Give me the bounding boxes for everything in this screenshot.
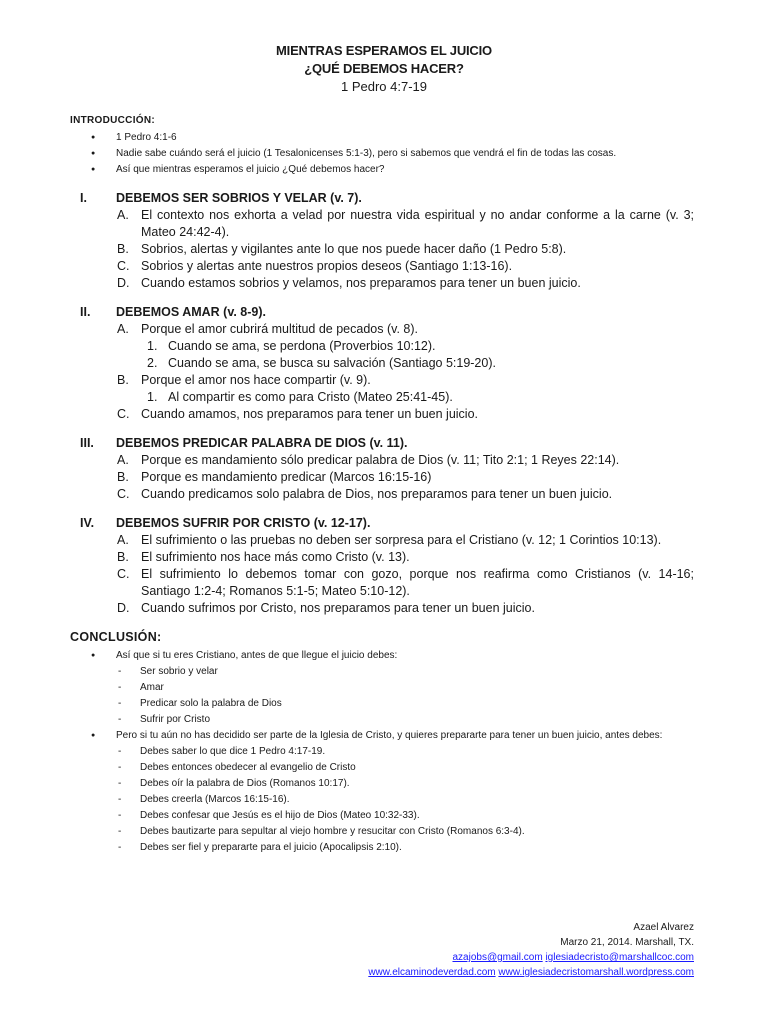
outline-number: 2.	[147, 356, 158, 370]
outline-letter: C.	[117, 407, 130, 421]
outline-text: Sobrios y alertas ante nuestros propios deseos (Santiago 1:13-16).	[141, 259, 513, 273]
dash-item: - Predicar solo la palabra de Dios	[116, 696, 694, 712]
section-heading	[70, 190, 694, 207]
dash-list	[116, 744, 694, 856]
conclusion-list	[70, 648, 694, 856]
website-link[interactable]: www.iglesiadecristomarshall.wordpress.com	[498, 967, 694, 978]
section-numeral: I.	[80, 191, 87, 205]
dash-item: - Amar	[116, 680, 694, 696]
section-2	[70, 304, 694, 423]
introduction-label: INTRODUCCIÓN:	[70, 115, 156, 126]
outline-text: Al compartir es como para Cristo (Mateo 25:41-45).	[168, 390, 453, 404]
email-link[interactable]: azajobs@gmail.com	[452, 952, 543, 963]
outline-letter: D.	[117, 601, 130, 615]
dash-item: - Debes bautizarte para sepultar al viejo hombre y resucitar con Cristo (Romanos 6:3-4).	[116, 824, 694, 840]
dash-item: - Debes confesar que Jesús es el hijo de Dios (Mateo 10:32-33).	[116, 808, 694, 824]
website-link[interactable]: www.elcaminodeverdad.com	[368, 967, 496, 978]
outline-item	[70, 532, 694, 549]
outline-item	[70, 207, 694, 241]
section-numeral: II.	[80, 305, 91, 319]
dash-list	[116, 664, 694, 728]
outline-text: Sobrios, alertas y vigilantes ante lo que nos puede hacer daño (1 Pedro 5:8).	[141, 242, 567, 256]
scripture-reference: 1 Pedro 4:7-19	[340, 79, 427, 94]
outline-text: Porque el amor cubrirá multitud de pecados (v. 8).	[141, 322, 418, 336]
outline-subitem	[70, 389, 694, 406]
document-body	[70, 114, 694, 856]
outline-number: 1.	[147, 339, 158, 353]
outline-item	[70, 549, 694, 566]
outline-text: Porque el amor nos hace compartir (v. 9).	[141, 373, 371, 387]
outline-letter: D.	[117, 276, 130, 290]
conclusion	[70, 629, 694, 856]
section-heading	[70, 304, 694, 321]
document-header	[0, 42, 768, 96]
outline-item	[70, 566, 694, 600]
outline-letter: A.	[117, 322, 129, 336]
outline-letter: B.	[117, 470, 129, 484]
page-title: MIENTRAS ESPERAMOS EL JUICIO	[276, 43, 492, 58]
website-line	[368, 965, 694, 980]
section-title: DEBEMOS PREDICAR PALABRA DE DIOS (v. 11).	[116, 436, 408, 450]
dash-item: - Debes entonces obedecer al evangelio de Cristo	[116, 760, 694, 776]
section-title: DEBEMOS SER SOBRIOS Y VELAR (v. 7).	[116, 191, 362, 205]
section-title: DEBEMOS AMAR (v. 8-9).	[116, 305, 267, 319]
outline-letter: B.	[117, 373, 129, 387]
outline-subitem	[70, 355, 694, 372]
outline-letter: A.	[117, 208, 129, 222]
dash-item: - Debes saber lo que dice 1 Pedro 4:17-19.	[116, 744, 694, 760]
list-item-text: Pero si tu aún no has decidido ser parte de la Iglesia de Cristo, y quieres prepararte para tener un buen juicio, antes debes:	[116, 730, 663, 741]
dash-item: - Debes ser fiel y prepararte para el juicio (Apocalipsis 2:10).	[116, 840, 694, 856]
outline-item	[70, 258, 694, 275]
outline-letter: B.	[117, 242, 129, 256]
list-item	[70, 648, 694, 728]
email-line	[368, 950, 694, 965]
outline-number: 1.	[147, 390, 158, 404]
list-item: ● Así que mientras esperamos el juicio ¿Qué debemos hacer?	[70, 162, 694, 178]
introduction-list	[70, 130, 694, 178]
list-item	[70, 728, 694, 856]
outline-text: El sufrimiento o las pruebas no deben ser sorpresa para el Cristiano (v. 12; 1 Corintios 10:13).	[141, 533, 662, 547]
section-1	[70, 190, 694, 292]
list-item: ● Nadie sabe cuándo será el juicio (1 Tesalonicenses 5:1-3), pero si sabemos que vendrá el fin de todas las cosas.	[70, 146, 694, 162]
outline-item	[70, 372, 694, 389]
date-place: Marzo 21, 2014. Marshall, TX.	[560, 937, 694, 948]
page-subtitle: ¿QUÉ DEBEMOS HACER?	[304, 61, 464, 76]
dash-item: - Ser sobrio y velar	[116, 664, 694, 680]
conclusion-label: CONCLUSIÓN:	[70, 630, 162, 644]
outline-text: Porque es mandamiento sólo predicar palabra de Dios (v. 11; Tito 2:1; 1 Reyes 22:14).	[141, 453, 620, 467]
section-3	[70, 435, 694, 503]
outline-text: Cuando se ama, se busca su salvación (Santiago 5:19-20).	[168, 356, 496, 370]
outline-text: El contexto nos exhorta a velad por nuestra vida espiritual y no andar conforme a la carne (v. 3; Mateo 24:42-4).	[141, 208, 694, 239]
outline-letter: C.	[117, 259, 130, 273]
outline-letter: C.	[117, 487, 130, 501]
outline-text: Cuando predicamos solo palabra de Dios, nos preparamos para tener un buen juicio.	[141, 487, 613, 501]
author-name: Azael Alvarez	[633, 922, 694, 933]
outline-item	[70, 321, 694, 338]
outline-text: Cuando estamos sobrios y velamos, nos preparamos para tener un buen juicio.	[141, 276, 581, 290]
outline-item	[70, 600, 694, 617]
signature-block	[368, 920, 694, 980]
outline-text: Cuando se ama, se perdona (Proverbios 10:12).	[168, 339, 436, 353]
section-title: DEBEMOS SUFRIR POR CRISTO (v. 12-17).	[116, 516, 371, 530]
list-item: ● 1 Pedro 4:1-6	[70, 130, 694, 146]
section-4	[70, 515, 694, 617]
outline-letter: B.	[117, 550, 129, 564]
section-heading	[70, 435, 694, 452]
outline-item	[70, 241, 694, 258]
dash-item: - Sufrir por Cristo	[116, 712, 694, 728]
dash-item: - Debes oír la palabra de Dios (Romanos 10:17).	[116, 776, 694, 792]
outline-text: Cuando amamos, nos preparamos para tener un buen juicio.	[141, 407, 479, 421]
outline-item	[70, 469, 694, 486]
outline-text: El sufrimiento nos hace más como Cristo (v. 13).	[141, 550, 410, 564]
outline-letter: C.	[117, 567, 130, 581]
section-heading	[70, 515, 694, 532]
outline-item	[70, 486, 694, 503]
outline-letter: A.	[117, 533, 129, 547]
outline-item	[70, 275, 694, 292]
outline-item	[70, 452, 694, 469]
outline-text: El sufrimiento lo debemos tomar con gozo, porque nos reafirma como Cristianos (v. 14-16; Santiago 1:2-4; Romanos 5:1-5; Mateo 5:10-12).	[141, 567, 694, 598]
section-numeral: III.	[80, 436, 94, 450]
dash-item: - Debes creerla (Marcos 16:15-16).	[116, 792, 694, 808]
outline-text: Cuando sufrimos por Cristo, nos preparamos para tener un buen juicio.	[141, 601, 535, 615]
outline-item	[70, 406, 694, 423]
section-numeral: IV.	[80, 516, 95, 530]
outline-text: Porque es mandamiento predicar (Marcos 16:15-16)	[141, 470, 432, 484]
list-item-text: Así que si tu eres Cristiano, antes de que llegue el juicio debes:	[116, 650, 398, 661]
outline-subitem	[70, 338, 694, 355]
introduction	[70, 114, 694, 178]
email-link[interactable]: iglesiadecristo@marshallcoc.com	[545, 952, 694, 963]
outline-letter: A.	[117, 453, 129, 467]
